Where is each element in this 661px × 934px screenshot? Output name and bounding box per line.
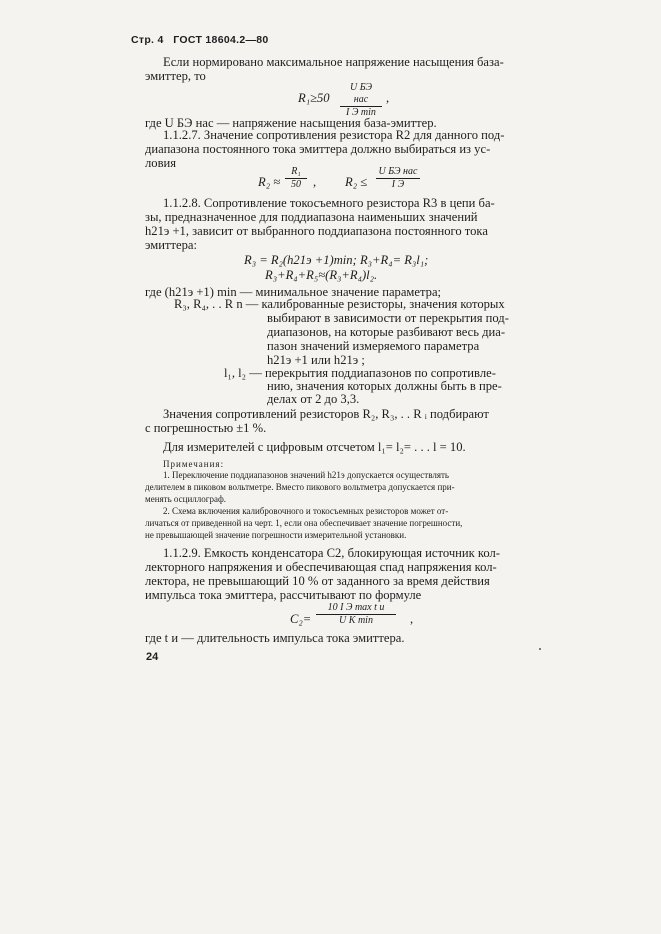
note-line: 1. Переключение поддиапазонов значений h21э допускается осуществлять	[163, 470, 450, 480]
note-line: менять осциллограф.	[145, 494, 227, 504]
paragraph-line: 1.1.2.8. Сопротивление токосъемного резистора R3 в цепи ба-	[163, 196, 495, 210]
fraction-numerator: 10 I Э max t и	[316, 602, 396, 615]
formula-r2b-lhs: R₂ ≤	[345, 175, 368, 189]
paragraph-line: эмиттер, то	[145, 69, 206, 83]
paragraph-line: Для измерителей с цифровым отсчетом l₁= l₂= . . . l = 10.	[163, 440, 466, 454]
definition-line: R₃, R₄, . . R n — калиброванные резисторы, значения которых	[174, 297, 505, 311]
notes-title: Примечания:	[163, 459, 225, 469]
fraction-numerator: U БЭ нас	[340, 82, 382, 107]
paragraph-line: эмиттера:	[145, 238, 197, 252]
paragraph-line: ловия	[145, 156, 177, 170]
formula-r1-tail: ,	[386, 91, 390, 105]
note-line: делителем в пиковом вольтметре. Вместо пикового вольтметра допускается при-	[145, 482, 455, 492]
formula-r2a-fraction	[285, 166, 307, 191]
paragraph-line: диапазона постоянного тока эмиттера должно выбираться из ус-	[145, 142, 491, 156]
page-label: Стр. 4	[131, 34, 164, 46]
formula-c2-tail: ,	[410, 612, 414, 626]
formula-r2a-lhs: R₂ ≈	[258, 175, 281, 189]
standard-number: ГОСТ 18604.2—80	[173, 34, 269, 46]
paragraph-line: импульса тока эмиттера, рассчитывают по формуле	[145, 588, 422, 602]
paragraph-line: 1.1.2.9. Емкость конденсатора C2, блокирующая источник кол-	[163, 546, 500, 560]
definition-line: нию, значения которых должны быть в пре-	[267, 379, 502, 393]
formula-c2-lhs: C₂=	[290, 612, 312, 626]
formula-r1-fraction	[340, 82, 382, 119]
formula-r2a-tail: ,	[313, 175, 317, 189]
paragraph-line: где t и — длительность импульса тока эмиттера.	[145, 631, 405, 645]
formula-r1-lhs: R₁≥50	[298, 91, 330, 105]
formula-r2b-fraction	[376, 166, 420, 191]
paragraph-line: где U БЭ нас — напряжение насыщения база-эмиттер.	[145, 116, 437, 130]
page-number: 24	[146, 651, 159, 663]
definition-line: где (h21э +1) min — минимальное значение параметра;	[145, 285, 442, 299]
paragraph-line: лекторного напряжения и обеспечивающая спад напряжения кол-	[145, 560, 497, 574]
definition-line: h21э +1 или h21э ;	[267, 353, 365, 367]
paragraph-line: с погрешностью ±1 %.	[145, 421, 267, 435]
note-line: не превышающей значение погрешности измерительной установки.	[145, 530, 407, 540]
paragraph-line: h21э +1, зависит от выбранного поддиапазона постоянного тока	[145, 224, 488, 238]
fraction-denominator: 50	[291, 179, 301, 190]
formula-c2-fraction	[316, 602, 396, 627]
paragraph-line: зы, предназначенное для поддиапазона наименьших значений	[145, 210, 478, 224]
fraction-numerator: R₁	[285, 166, 307, 179]
definition-line: выбирают в зависимости от перекрытия под-	[267, 311, 509, 325]
formula-r3-line1: R₃ = R₂(h21э +1)min; R₃+R₄= R₃l₁;	[244, 253, 429, 267]
definition-line: l₁, l₂ — перекрытия поддиапазонов по сопротивле-	[224, 366, 496, 380]
page-header	[131, 33, 269, 48]
scan-speck	[539, 648, 541, 650]
fraction-numerator: U БЭ нас	[376, 166, 420, 179]
paragraph-line: лектора, не превышающий 10 % от заданного за время действия	[145, 574, 490, 588]
definition-line: пазон значений измеряемого параметра	[267, 339, 480, 353]
fraction-denominator: I Э min	[346, 107, 376, 118]
fraction-denominator: U K min	[339, 615, 373, 626]
paragraph-line: 1.1.2.7. Значение сопротивления резистора R2 для данного под-	[163, 128, 505, 142]
definition-line: диапазонов, на которые разбивают весь диа-	[267, 325, 506, 339]
paragraph-line: Значения сопротивлений резисторов R₂, R₃, . . R ᵢ подбирают	[163, 407, 489, 421]
definition-line: делах от 2 до 3,3.	[267, 392, 360, 406]
paragraph-line: Если нормировано максимальное напряжение насыщения база-	[163, 55, 504, 69]
fraction-denominator: I Э	[391, 179, 405, 190]
formula-r3-line2: R₃+R₄+R₅≈(R₃+R₄)l₂.	[265, 268, 378, 282]
note-line: личаться от приведенной на черт. 1, если она обеспечивает значение погрешности,	[145, 518, 463, 528]
note-line: 2. Схема включения калибровочного и токосъемных резисторов может от-	[163, 506, 449, 516]
